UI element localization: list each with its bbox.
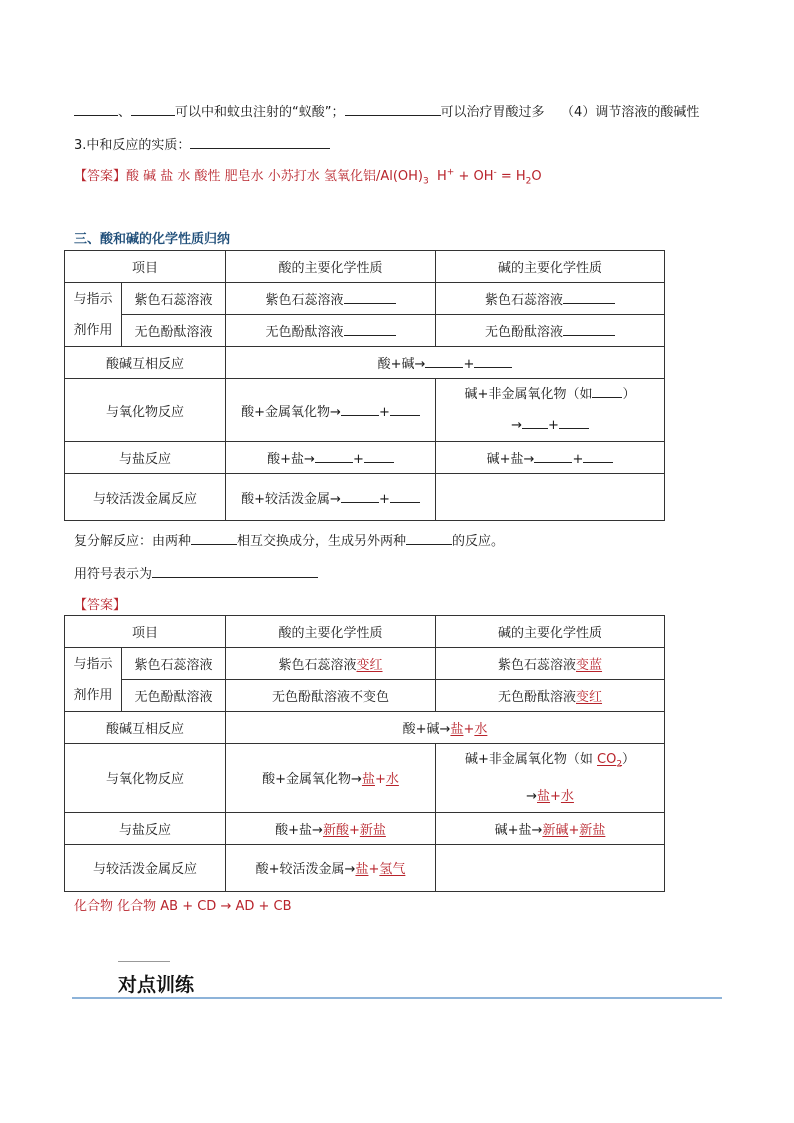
litmus-label: 紫色石蕊溶液 (122, 283, 226, 315)
phenol-label: 无色酚酞溶液 (122, 315, 226, 347)
acid-phenol: 无色酚酞溶液不变色 (226, 680, 436, 712)
phenol-label: 无色酚酞溶液 (122, 680, 226, 712)
header-item: 项目 (65, 251, 226, 283)
blank[interactable] (341, 403, 379, 416)
metal-label: 与较活泼金属反应 (65, 844, 226, 891)
answer-tag: 【答案】 (74, 169, 127, 184)
blank[interactable] (592, 385, 622, 398)
salt-label: 与盐反应 (65, 442, 226, 474)
blank[interactable] (341, 490, 379, 503)
decomp-line-1: 复分解反应：由两种 相互交换成分，生成另外两种 的反应。 (74, 534, 505, 549)
indicator-label: 与指示 剂作用 (65, 283, 122, 347)
section-heading: 三、酸和碱的化学性质归纳 (74, 232, 231, 247)
acid-salt: 酸+盐→新酸+新盐 (226, 812, 436, 844)
base-litmus: 紫色石蕊溶液 (436, 283, 665, 315)
answer-tag-2: 【答案】 (74, 598, 127, 613)
blank[interactable] (425, 355, 463, 368)
base-litmus: 紫色石蕊溶液变蓝 (436, 648, 665, 680)
header-acid: 酸的主要化学性质 (226, 251, 436, 283)
indicator-label: 与指示 剂作用 (65, 648, 122, 712)
acid-salt: 酸+盐→ + (226, 442, 436, 474)
blank[interactable] (559, 416, 589, 429)
blank[interactable] (406, 532, 452, 545)
base-salt: 碱+盐→新碱+新盐 (436, 812, 665, 844)
neutral-formula: 酸+碱→ + (226, 347, 665, 379)
training-title: 对点训练 (118, 974, 195, 996)
answer-line-1: 【答案】酸 碱 盐 水 酸性 肥皂水 小苏打水 氢氧化铝$/Al(OH)_3$ $H^+ + OH^- = H_2O$ (74, 167, 542, 187)
base-phenol: 无色酚酞溶液变红 (436, 680, 665, 712)
neutral-formula: 酸+碱→盐+水 (226, 712, 665, 744)
header-base: 碱的主要化学性质 (436, 616, 665, 648)
base-salt: 碱+盐→ + (436, 442, 665, 474)
neutral-label: 酸碱互相反应 (65, 712, 226, 744)
header-item: 项目 (65, 616, 226, 648)
blank[interactable] (534, 450, 572, 463)
base-oxide: 碱+非金属氧化物（如 $CO_2$） →盐+水 (436, 744, 665, 813)
acid-metal: 酸+较活泼金属→ + (226, 474, 436, 521)
blank[interactable] (344, 323, 396, 336)
answer-bottom-line: 化合物 化合物 AB + CD → AD + CB (74, 899, 292, 914)
properties-table-answer (64, 615, 665, 892)
base-metal-empty (436, 474, 665, 521)
header-acid: 酸的主要化学性质 (226, 616, 436, 648)
fill-line-2: 3.中和反应的实质： (74, 134, 330, 153)
blank[interactable] (563, 291, 615, 304)
section-divider-line (72, 997, 722, 999)
fill-line-1: 、 可以中和蚊虫注射的“蚁酸”； 可以治疗胃酸过多 （4）调节溶液的酸碱性 (74, 101, 699, 120)
blank[interactable] (344, 291, 396, 304)
properties-table-blank (64, 250, 665, 521)
blank[interactable] (390, 403, 420, 416)
blank[interactable] (131, 103, 175, 116)
blank[interactable] (191, 532, 237, 545)
blank[interactable] (152, 565, 318, 578)
salt-label: 与盐反应 (65, 812, 226, 844)
blank[interactable] (474, 355, 512, 368)
acid-phenol: 无色酚酞溶液 (226, 315, 436, 347)
base-phenol: 无色酚酞溶液 (436, 315, 665, 347)
blank[interactable] (315, 450, 353, 463)
oxide-label: 与氧化物反应 (65, 744, 226, 813)
base-metal-empty (436, 844, 665, 891)
base-oxide: 碱+非金属氧化物（如 ） → + (436, 379, 665, 442)
blank[interactable] (364, 450, 394, 463)
neutral-label: 酸碱互相反应 (65, 347, 226, 379)
blank[interactable] (190, 136, 330, 149)
acid-litmus: 紫色石蕊溶液 (226, 283, 436, 315)
acid-oxide: 酸+金属氧化物→ + (226, 379, 436, 442)
metal-label: 与较活泼金属反应 (65, 474, 226, 521)
oxide-label: 与氧化物反应 (65, 379, 226, 442)
blank[interactable] (522, 416, 548, 429)
blank[interactable] (74, 103, 118, 116)
blank[interactable] (563, 323, 615, 336)
header-base: 碱的主要化学性质 (436, 251, 665, 283)
litmus-label: 紫色石蕊溶液 (122, 648, 226, 680)
blank[interactable] (345, 103, 441, 116)
blank[interactable] (390, 490, 420, 503)
decomp-line-2: 用符号表示为 (74, 563, 318, 582)
acid-litmus: 紫色石蕊溶液变红 (226, 648, 436, 680)
blank[interactable] (583, 450, 613, 463)
acid-oxide: 酸+金属氧化物→盐+水 (226, 744, 436, 813)
title-divider (118, 961, 170, 962)
acid-metal: 酸+较活泼金属→盐+氢气 (226, 844, 436, 891)
